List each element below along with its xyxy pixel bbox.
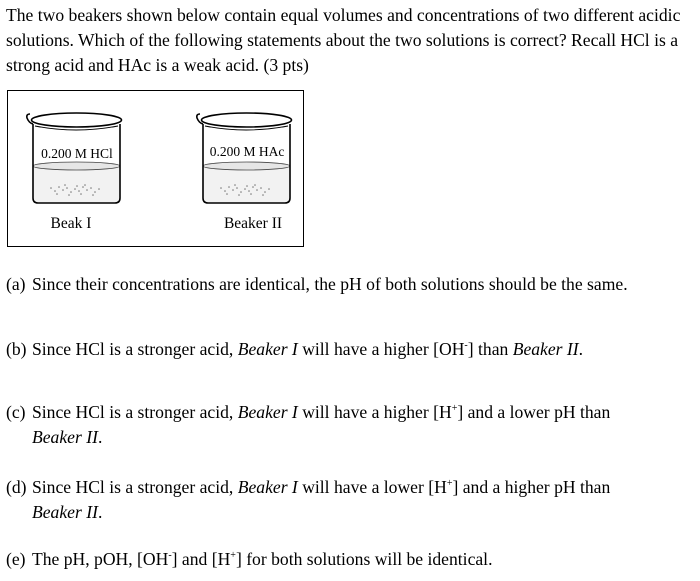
- option-c-text: Since HCl is a stronger acid,: [32, 402, 238, 422]
- option-d-continuation: [6, 500, 696, 525]
- option-c: [6, 400, 696, 450]
- option-b-text: ] than: [467, 339, 513, 359]
- option-e-superscript: -: [168, 550, 172, 562]
- option-b-beaker-ref: Beaker I: [237, 339, 298, 359]
- option-d-text: will have a lower [H: [297, 477, 447, 497]
- option-a-text: Since their concentrations are identical, the pH of both solutions should be the same.: [32, 274, 628, 294]
- beaker-1-solution-label: 0.200 M HCl: [41, 146, 113, 161]
- option-e-text: ] and [H: [171, 549, 231, 569]
- beaker-1: [21, 106, 131, 206]
- option-e: [6, 547, 696, 572]
- option-d-text: ] and a higher pH than: [452, 477, 611, 497]
- option-d: [6, 475, 696, 525]
- option-c-text: will have a higher [H: [297, 402, 452, 422]
- option-d-superscript: +: [446, 478, 453, 490]
- question-text: The two beakers shown below contain equal volumes and concentrations of two different acidic solutions. Which of the following statements about the two solutions is correct? Recall HCl is a strong acid and HAc is a weak acid. (3 pts): [6, 5, 681, 75]
- option-b-text: Since HCl is a stronger acid,: [32, 339, 238, 359]
- option-a: [6, 272, 696, 297]
- option-c-text: ] and a lower pH than: [457, 402, 611, 422]
- option-c-label: (c): [6, 402, 26, 422]
- beaker-2-solution-label: 0.200 M HAc: [209, 144, 285, 159]
- option-c-superscript: +: [451, 403, 458, 415]
- option-d-beaker-ref: Beaker I: [237, 477, 298, 497]
- option-b-text: will have a higher [OH: [297, 339, 465, 359]
- option-b-text: .: [578, 339, 584, 359]
- option-a-label: (a): [6, 274, 26, 294]
- option-e-text: ] for both solutions will be identical.: [235, 549, 493, 569]
- option-d-label: (d): [6, 477, 27, 497]
- beaker-2: [191, 106, 301, 206]
- option-e-superscript: +: [230, 550, 236, 562]
- option-d-text: .: [97, 502, 103, 522]
- option-b: [6, 337, 696, 362]
- option-b-beaker-ref: Beaker II: [512, 339, 579, 359]
- option-c-beaker-ref: Beaker I: [237, 402, 298, 422]
- option-b-label: (b): [6, 339, 27, 359]
- option-c-continuation: [6, 425, 696, 450]
- option-e-text: The pH, pOH, [OH: [32, 549, 169, 569]
- beaker-1-caption: Beak I: [50, 215, 92, 232]
- option-d-beaker-ref: Beaker II: [32, 502, 98, 522]
- beaker-figure: [7, 90, 304, 247]
- option-c-beaker-ref: Beaker II: [32, 427, 98, 447]
- option-c-text: .: [97, 427, 103, 447]
- option-e-label: (e): [6, 549, 26, 569]
- beaker-2-caption: Beaker II: [223, 215, 283, 232]
- option-b-superscript: -: [464, 340, 468, 352]
- option-d-text: Since HCl is a stronger acid,: [32, 477, 238, 497]
